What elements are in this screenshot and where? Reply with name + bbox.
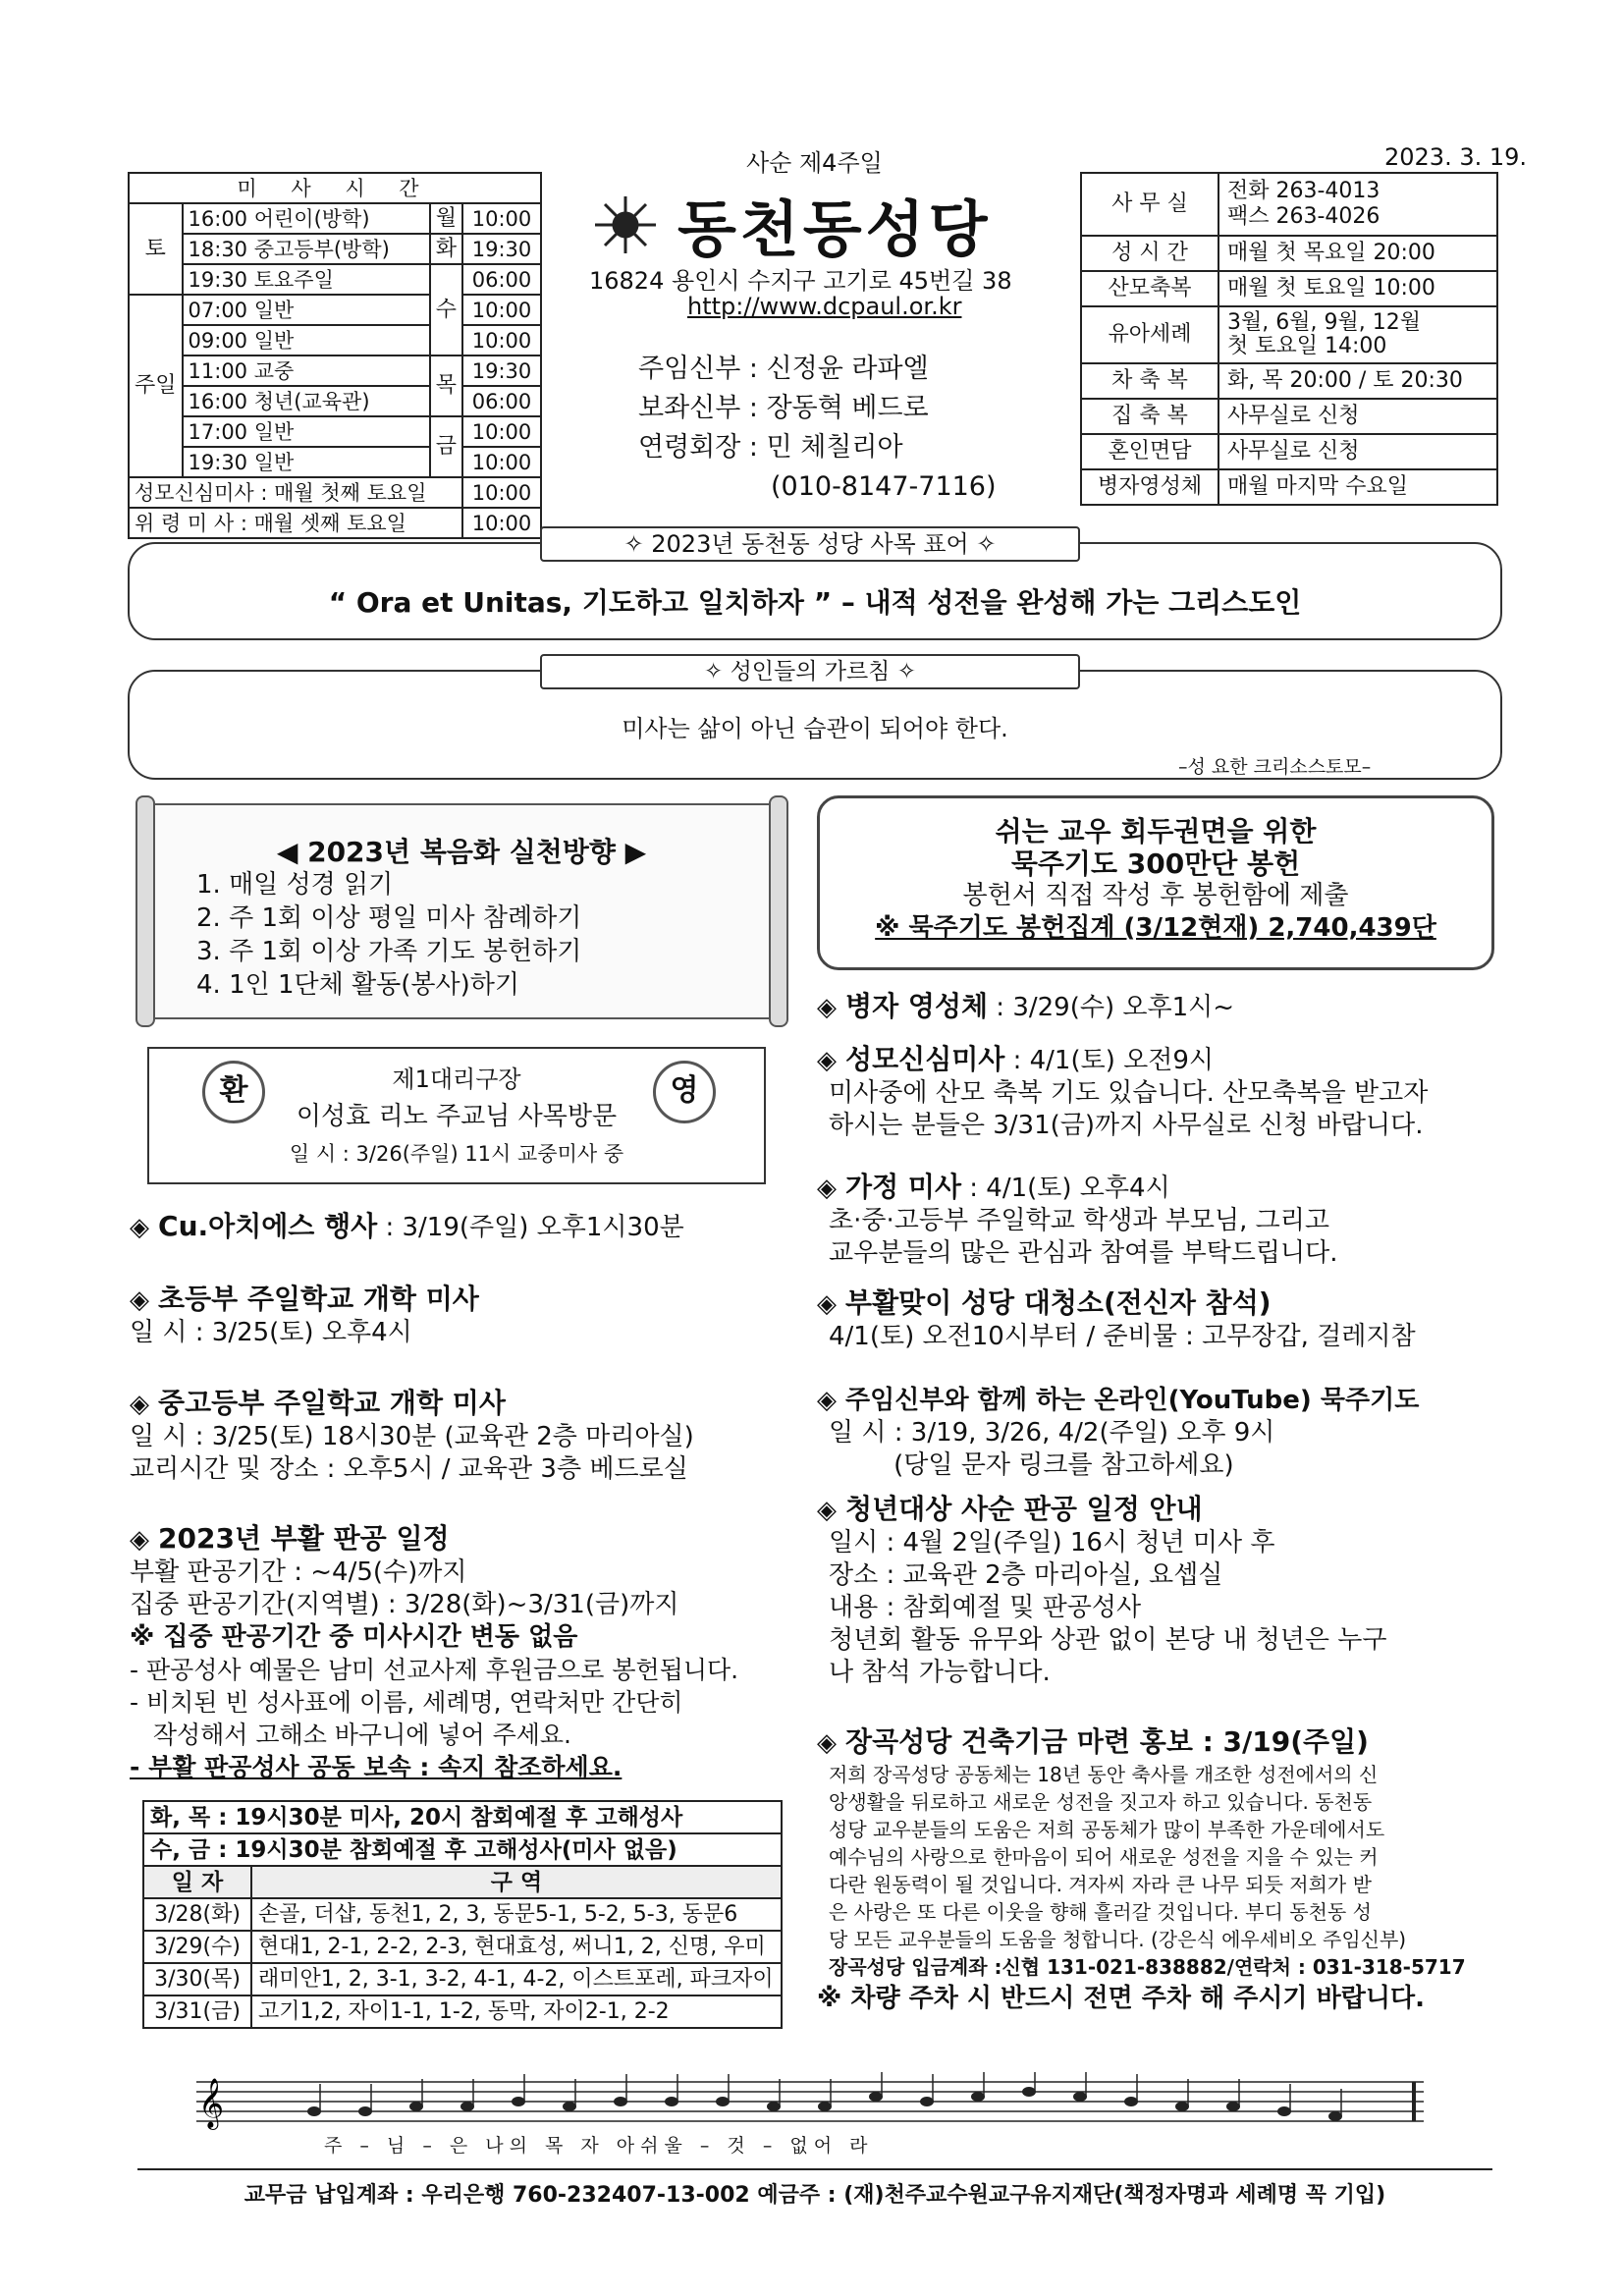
motto-text: “ Ora et Unitas, 기도하고 일치하자 ” – 내적 성전을 완성해 가는 그리스도인 — [328, 586, 1302, 619]
weekday: 수 — [430, 264, 462, 355]
welcome-wreath-icon: 영 — [653, 1061, 716, 1123]
music-staff — [196, 2072, 1434, 2131]
section-line: 일 시 : 3/25(토) 18시30분 (교육관 2층 마리아실) — [130, 1422, 694, 1451]
weekday-time: 10:00 — [462, 416, 541, 447]
section-line: 초·중·고등부 주일학교 학생과 부모님, 그리고 — [829, 1206, 1329, 1235]
requiem-mass-row: 위 령 미 사 : 매월 셋째 토요일 — [129, 508, 462, 538]
note-icon — [818, 2102, 832, 2111]
issue-date: 2023. 3. 19. — [1384, 143, 1528, 171]
saint-text: 미사는 삶이 아닌 습관이 되어야 한다. — [622, 715, 1008, 742]
note-icon — [1328, 2111, 1342, 2121]
note-icon — [1022, 2087, 1036, 2097]
note-icon — [563, 2102, 576, 2111]
assistant-pastor: 보좌신부 : 장동혁 베드로 — [638, 393, 929, 423]
office-value: 매월 첫 목요일 20:00 — [1218, 236, 1497, 271]
section-line: 작성해서 고해소 바구니에 넣어 주세요. — [130, 1721, 571, 1749]
svg-text:𝄞: 𝄞 — [198, 2078, 225, 2128]
confession-note: 수, 금 : 19시30분 참회예절 후 고해성사(미사 없음) — [143, 1833, 782, 1866]
note-icon — [460, 2102, 474, 2111]
weekday-time: 06:00 — [462, 386, 541, 416]
rosary-line: 봉헌서 직접 작성 후 봉헌함에 제출 — [962, 881, 1349, 910]
church-address: 16824 용인시 수지구 고기로 45번길 38 — [589, 267, 1012, 295]
section-inline: : 3/19(주일) 오후1시30분 — [377, 1213, 684, 1242]
table-row — [143, 1931, 782, 1963]
note-icon — [869, 2092, 883, 2102]
motto-tag: ✧ 2023년 동천동 성당 사목 표어 ✧ — [540, 526, 1080, 562]
welcome-line: 일 시 : 3/26(주일) 11시 교중미사 중 — [289, 1142, 624, 1166]
week-label: 사순 제4주일 — [746, 149, 883, 177]
note-icon — [971, 2092, 985, 2102]
left-section: ◈ 초등부 주일학교 개학 미사 일 시 : 3/25(토) 오후4시 — [130, 1283, 778, 1349]
note-icon — [1073, 2092, 1087, 2102]
section-line: 교리시간 및 장소 : 오후5시 / 교육관 3층 베드로실 — [130, 1454, 688, 1484]
section-line: 4/1(토) 오전10시부터 / 준비물 : 고무장갑, 걸레지참 — [829, 1322, 1416, 1351]
clergy-list — [638, 350, 997, 507]
section-line: 앙생활을 뒤로하고 새로운 성전을 짓고자 하고 있습니다. 동천동 — [829, 1790, 1373, 1814]
weekday: 화 — [430, 234, 462, 264]
office-key: 집 축 복 — [1081, 399, 1218, 434]
section-line: 일 시 : 3/25(토) 오후4시 — [130, 1318, 412, 1347]
section-line: 내용 : 참회예절 및 판공성사 — [829, 1593, 1142, 1622]
weekday-time: 19:30 — [462, 355, 541, 386]
section-line: 은 사랑은 또 다른 이웃을 향해 흘러갈 것입니다. 부디 동천동 성 — [829, 1900, 1372, 1924]
rosary-count: ※ 묵주기도 봉헌집계 (3/12현재) 2,740,439단 — [875, 913, 1436, 943]
right-section: ◈ 청년대상 사순 판공 일정 안내 일시 : 4월 2일(주일) 16시 청년 미사 후 장소 : 교육관 2층 마리아실, 요셉실 내용 : 참회예절 및 판공성사 청년회 활동 유무와 상관 없이 본당 내 청년은 누구 나 참석 가능합니다. — [817, 1493, 1504, 1689]
footer-divider — [137, 2168, 1492, 2170]
note-icon — [920, 2097, 934, 2106]
left-section: ◈ 중고등부 주일학교 개학 미사 일 시 : 3/25(토) 18시30분 (교육관 2층 마리아실) 교리시간 및 장소 : 오후5시 / 교육관 3층 베드로실 — [130, 1387, 817, 1486]
table-row — [143, 1898, 782, 1931]
mass-row: 07:00 일반 — [183, 295, 430, 325]
building-fund-section: ◈ 장곡성당 건축기금 마련 홍보 : 3/19(주일) 저희 장곡성당 공동체는 18년 동안 축사를 개조한 성전에서의 신 앙생활을 뒤로하고 새로운 성전을 짓고자 하고 있습니다. 동천동 성당 교우분들의 도움은 저희 공동체가 많이 부족한 가운데에서도 예수님의 사랑으로 한마음이 되어 새로운 성전을 지을 수 있는 커 다란 원동력이 될 것입니다. 겨자씨 자라 큰 나무 되듯 저희가 받 은 사랑은 또 다른 이웃을 향해 흘러갈 것입니다. 부디 동천동 성 당 모든 교우분들의 도움을 청합니다. (강은식 에우세비오 주임신부) 장곡성당 입금계좌 :신협 131-021-838882/연락처 : 031-318-5717 ※ 차량 주차 시 반드시 전면 주차 해 주시기 바랍니다. — [817, 1724, 1504, 2016]
welcome-text — [147, 1061, 766, 1173]
requiem-mass-time: 10:00 — [462, 508, 541, 538]
mass-row: 16:00 청년(교육관) — [183, 386, 430, 416]
section-title: 장곡성당 건축기금 마련 홍보 : 3/19(주일) — [845, 1725, 1369, 1758]
note-icon — [767, 2102, 781, 2111]
weekday-time: 10:00 — [462, 447, 541, 477]
marian-mass-time: 10:00 — [462, 477, 541, 508]
welcome-line: 이성효 리노 주교님 사목방문 — [296, 1102, 618, 1131]
council-phone: (010-8147-7116) — [771, 471, 997, 502]
section-inline: : 4/1(토) 오전9시 — [1004, 1046, 1215, 1075]
rosary-line: 묵주기도 300만단 봉헌 — [1010, 847, 1301, 880]
section-line: - 부활 판공성사 공동 보속 : 속지 참조하세요. — [130, 1753, 623, 1781]
section-line: (당일 문자 링크를 참고하세요) — [829, 1450, 1234, 1480]
cell-date: 3/28(화) — [143, 1898, 251, 1931]
office-key: 성 시 간 — [1081, 236, 1218, 271]
saint-tag: ✧ 성인들의 가르침 ✧ — [540, 654, 1080, 689]
office-key: 병자영성체 — [1081, 469, 1218, 505]
weekday-time: 19:30 — [462, 234, 541, 264]
office-key: 사 무 실 — [1081, 173, 1218, 236]
mass-times-table — [128, 172, 542, 539]
church-url[interactable]: http://www.dcpaul.or.kr — [687, 293, 962, 320]
note-icon — [665, 2097, 678, 2106]
gospel-item: 1. 매일 성경 읽기 — [196, 870, 394, 900]
table-row — [143, 1995, 782, 2028]
note-icon — [358, 2106, 372, 2116]
section-title: 가정 미사 — [845, 1171, 961, 1203]
section-line: 부활 판공기간 : ~4/5(수)까지 — [130, 1558, 467, 1587]
pastor: 주임신부 : 신정윤 라파엘 — [638, 354, 929, 384]
mass-row: 18:30 중고등부(방학) — [183, 234, 430, 264]
section-title: 주임신부와 함께 하는 온라인(YouTube) 묵주기도 — [845, 1386, 1420, 1415]
mass-row: 19:30 일반 — [183, 447, 430, 477]
section-line: 다란 원동력이 될 것입니다. 겨자씨 자라 큰 나무 되듯 저희가 받 — [829, 1873, 1372, 1896]
section-line: 나 참석 가능합니다. — [829, 1658, 1051, 1687]
rosary-line: 쉬는 교우 회두권면을 위한 — [995, 815, 1317, 847]
cell-date: 3/30(목) — [143, 1963, 251, 1995]
cell-area: 현대1, 2-1, 2-2, 2-3, 현대효성, 써니1, 2, 신명, 우미 — [251, 1931, 782, 1963]
confession-table — [142, 1800, 783, 2029]
weekday: 금 — [430, 416, 462, 477]
office-value: 3월, 6월, 9월, 12월 첫 토요일 14:00 — [1218, 306, 1497, 363]
section-title: 성모신심미사 — [845, 1043, 1005, 1075]
church-logo-icon — [585, 192, 666, 257]
office-key: 유아세례 — [1081, 306, 1218, 363]
weekday-time: 10:00 — [462, 295, 541, 325]
office-info-table — [1080, 172, 1498, 506]
section-line: - 비치된 빈 성사표에 이름, 세례명, 연락처만 간단히 — [130, 1688, 683, 1717]
section-title: Cu.아치에스 행사 — [158, 1210, 378, 1242]
gospel-title: ◀ 2023년 복음화 실천방향 ▶ — [276, 836, 647, 868]
cell-date: 3/29(수) — [143, 1931, 251, 1963]
section-line: 일시 : 4월 2일(주일) 16시 청년 미사 후 — [829, 1528, 1275, 1558]
note-icon — [614, 2097, 627, 2106]
weekday-time: 10:00 — [462, 325, 541, 355]
section-line: 미사중에 산모 축복 기도 있습니다. 산모축복을 받고자 — [829, 1078, 1429, 1108]
gospel-list — [196, 868, 581, 1002]
footer-account: 교무금 납입계좌 : 우리은행 760-232407-13-002 예금주 : (재)천주교수원교구유지재단(책정자명과 세례명 꼭 기입) — [244, 2183, 1386, 2208]
parking-notice: ※ 차량 주차 시 반드시 전면 주차 해 주시기 바랍니다. — [817, 1984, 1425, 2013]
office-value: 전화 263-4013 팩스 263-4026 — [1218, 173, 1497, 236]
section-line: - 판공성사 예물은 남미 선교사제 후원금으로 봉헌됩니다. — [130, 1656, 739, 1684]
note-icon — [716, 2097, 730, 2106]
cell-area: 손골, 더샵, 동천1, 2, 3, 동문5-1, 5-2, 5-3, 동문6 — [251, 1898, 782, 1931]
hymn-lyrics: 주 – 님 – 은 나의 목 자 아쉬울 – 것 – 없어 라 — [324, 2135, 874, 2157]
account-line: 장곡성당 입금계좌 :신협 131-021-838882/연락처 : 031-318-5717 — [829, 1955, 1466, 1979]
mass-row: 09:00 일반 — [183, 325, 430, 355]
mass-table-caption: 미 사 시 간 — [129, 173, 541, 203]
section-line: 교우분들의 많은 관심과 참여를 부탁드립니다. — [829, 1238, 1338, 1268]
office-key: 산모축복 — [1081, 271, 1218, 306]
left-section: ◈ 2023년 부활 판공 일정 부활 판공기간 : ~4/5(수)까지 집중 판공기간(지역별) : 3/28(화)~3/31(금)까지 ※ 집중 판공기간 중 미사시간 변동 없음 - 판공성사 예물은 남미 선교사제 후원금으로 봉헌됩니다. - 비치된 빈 성사표에 이름, 세례명, 연락처만 간단히 작성해서 고해소 바구니에 넣어 주세요. - 부활 판공성사 공동 보속 : 속지 참조하세요. — [130, 1522, 837, 1783]
section-title: 청년대상 사순 판공 일정 안내 — [845, 1493, 1203, 1525]
section-line: ※ 집중 판공기간 중 미사시간 변동 없음 — [130, 1622, 578, 1652]
section-line: 집중 판공기간(지역별) : 3/28(화)~3/31(금)까지 — [130, 1590, 679, 1619]
right-section: ◈ 성모신심미사 : 4/1(토) 오전9시 미사중에 산모 축복 기도 있습니다. 산모축복을 받고자 하시는 분들은 3/31(금)까지 사무실로 신청 바랍니다. — [817, 1043, 1504, 1142]
section-title: 중고등부 주일학교 개학 미사 — [158, 1387, 506, 1419]
church-name: 동천동성당 — [677, 193, 992, 265]
section-line: 당 모든 교우분들의 도움을 청합니다. (강은식 에우세비오 주임신부) — [829, 1928, 1407, 1951]
section-line: 저희 장곡성당 공동체는 18년 동안 축사를 개조한 성전에서의 신 — [829, 1763, 1379, 1786]
note-icon — [1226, 2102, 1240, 2111]
confession-note: 화, 목 : 19시30분 미사, 20시 참회예절 후 고해성사 — [143, 1801, 782, 1833]
section-title: 초등부 주일학교 개학 미사 — [158, 1283, 479, 1315]
section-line: 예수님의 사랑으로 한마음이 되어 새로운 성전을 지을 수 있는 커 — [829, 1845, 1379, 1869]
note-icon — [1124, 2097, 1138, 2106]
mass-row: 17:00 일반 — [183, 416, 430, 447]
note-icon — [1277, 2106, 1291, 2116]
note-icon — [307, 2106, 321, 2116]
section-inline: : 3/29(수) 오후1시~ — [988, 993, 1235, 1022]
right-section: ◈ 가정 미사 : 4/1(토) 오후4시 초·중·고등부 주일학교 학생과 부모님, 그리고 교우분들의 많은 관심과 참여를 부탁드립니다. — [817, 1171, 1504, 1270]
weekday-time: 10:00 — [462, 203, 541, 234]
marian-mass-row: 성모신심미사 : 매월 첫째 토요일 — [129, 477, 462, 508]
gospel-item: 3. 주 1회 이상 가족 기도 봉헌하기 — [196, 937, 582, 966]
gospel-item: 4. 1인 1단체 활동(봉사)하기 — [196, 970, 520, 1000]
day-sat: 토 — [129, 203, 183, 295]
saint-source: –성 요한 크리소스토모– — [1178, 756, 1372, 778]
mass-row: 16:00 어린이(방학) — [183, 203, 430, 234]
section-title: 부활맞이 성당 대청소(전신자 참석) — [845, 1286, 1272, 1319]
section-title: 병자 영성체 — [845, 990, 989, 1022]
mass-row: 19:30 토요주일 — [183, 264, 430, 295]
office-value: 매월 첫 토요일 10:00 — [1218, 271, 1497, 306]
col-header: 일 자 — [143, 1866, 251, 1898]
mass-row: 11:00 교중 — [183, 355, 430, 386]
note-icon — [409, 2102, 423, 2111]
right-section: ◈ 병자 영성체 : 3/29(수) 오후1시~ — [817, 990, 1235, 1022]
section-line: 일 시 : 3/19, 3/26, 4/2(주일) 오후 9시 — [829, 1418, 1275, 1448]
office-value: 매월 마지막 수요일 — [1218, 469, 1497, 505]
cell-date: 3/31(금) — [143, 1995, 251, 2028]
col-header: 구 역 — [251, 1866, 782, 1898]
table-row — [143, 1963, 782, 1995]
day-sun: 주일 — [129, 295, 183, 477]
left-section: ◈ Cu.아치에스 행사 : 3/19(주일) 오후1시30분 — [130, 1210, 684, 1242]
office-value: 사무실로 신청 — [1218, 434, 1497, 469]
office-key: 혼인면담 — [1081, 434, 1218, 469]
section-title: 2023년 부활 판공 일정 — [158, 1522, 450, 1555]
cell-area: 래미안1, 2, 3-1, 3-2, 4-1, 4-2, 이스트포레, 파크자이 — [251, 1963, 782, 1995]
note-icon — [512, 2097, 525, 2106]
cell-area: 고기1,2, 자이1-1, 1-2, 동막, 자이2-1, 2-2 — [251, 1995, 782, 2028]
section-line: 장소 : 교육관 2층 마리아실, 요셉실 — [829, 1560, 1223, 1590]
weekday: 월 — [430, 203, 462, 234]
welcome-line: 제1대리구장 — [392, 1066, 521, 1093]
section-line: 하시는 분들은 3/31(금)까지 사무실로 신청 바랍니다. — [829, 1111, 1424, 1140]
right-section: ◈ 주임신부와 함께 하는 온라인(YouTube) 묵주기도 일 시 : 3/19, 3/26, 4/2(주일) 오후 9시 (당일 문자 링크를 참고하세요) — [817, 1385, 1504, 1482]
office-value: 화, 목 20:00 / 토 20:30 — [1218, 363, 1497, 399]
section-line: 성당 교우분들의 도움은 저희 공동체가 많이 부족한 가운데에서도 — [829, 1818, 1385, 1841]
note-icon — [1175, 2102, 1189, 2111]
section-line: 청년회 활동 유무와 상관 없이 본당 내 청년은 누구 — [829, 1625, 1387, 1655]
office-value: 사무실로 신청 — [1218, 399, 1497, 434]
weekday: 목 — [430, 355, 462, 416]
gospel-item: 2. 주 1회 이상 평일 미사 참례하기 — [196, 903, 582, 933]
council-head: 연령회장 : 민 체칠리아 — [638, 432, 903, 463]
weekday-time: 06:00 — [462, 264, 541, 295]
right-section: ◈ 부활맞이 성당 대청소(전신자 참석) 4/1(토) 오전10시부터 / 준비물 : 고무장갑, 걸레지참 — [817, 1286, 1504, 1353]
welcome-wreath-icon: 환 — [202, 1061, 265, 1123]
rosary-text — [817, 815, 1494, 945]
section-inline: : 4/1(토) 오후4시 — [961, 1174, 1170, 1203]
office-key: 차 축 복 — [1081, 363, 1218, 399]
